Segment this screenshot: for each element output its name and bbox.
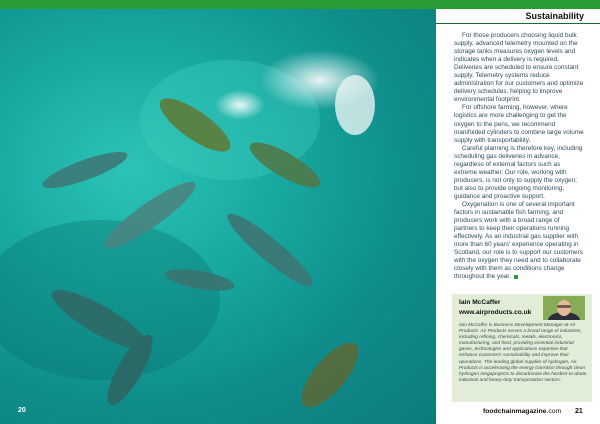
top-accent-bar [0, 0, 600, 9]
footer-site [483, 408, 561, 415]
page-number-right: 21 [575, 408, 583, 415]
author-name: Iain McCaffer [459, 299, 501, 306]
author-avatar-illustration [543, 296, 585, 320]
article-paragraph-text: Oxygenation is one of several important factors in sustainable fish farming, and producers work with a broad range of partners to keep their operations running effectively. As an industrial gas supplier with more than 60 years' experience operating in Scotland, our role is to support our customers with the oxygen they need and to collaborate closely with them as conditions change throughout the year. [454, 200, 583, 281]
author-avatar [543, 296, 585, 320]
author-url: www.airproducts.co.uk [459, 309, 532, 316]
footer-site-suffix: .com [546, 408, 562, 415]
page-number-left: 20 [18, 407, 26, 414]
article-paragraph-last [454, 201, 584, 281]
author-bio-text: Iain McCaffer is Business Development Manager at Air Products. Air Products serves a broad range of industries, including refining, chemicals, metals, electronics, manufacturing, and food, providing essential industrial gases, technologies and applications expertise that enhance customers' sustainability and improve their operations. The leading global supplier of hydrogen, Air Products is accelerating the energy transition through clean hydrogen megaprojects to decarbonize the hardest-to-abate industrial and heavy-duty transportation sectors. [459, 323, 587, 383]
article-paragraph: For those producers choosing liquid bulk supply, advanced telemetry mounted on the storage tanks measures oxygen levels and indicates when a delivery is required. Deliveries are scheduled to ensure constant supply. Telemetry systems reduce administration for our customers and optimize delivery schedules, helping to improve environmental footprint. [454, 32, 584, 104]
footer-site-bold: foodchainmagazine [483, 408, 547, 415]
article-paragraph: Careful planning is therefore key, including scheduling gas deliveries in advance, regardless of external factors such as extreme weather. Our role, working with producers, is not only to supply the oxygen; but also to provide ongoing monitoring, guidance and proactive support. [454, 144, 583, 200]
article-paragraph: For offshore farming, however, where logistics are more challenging to get the oxygen to the pens, we recommend manifolded cylinders to combine large volume supply with transportability. [454, 104, 584, 144]
end-mark-icon [514, 275, 518, 279]
article-column [454, 32, 584, 281]
section-title: Sustainability [525, 11, 584, 21]
